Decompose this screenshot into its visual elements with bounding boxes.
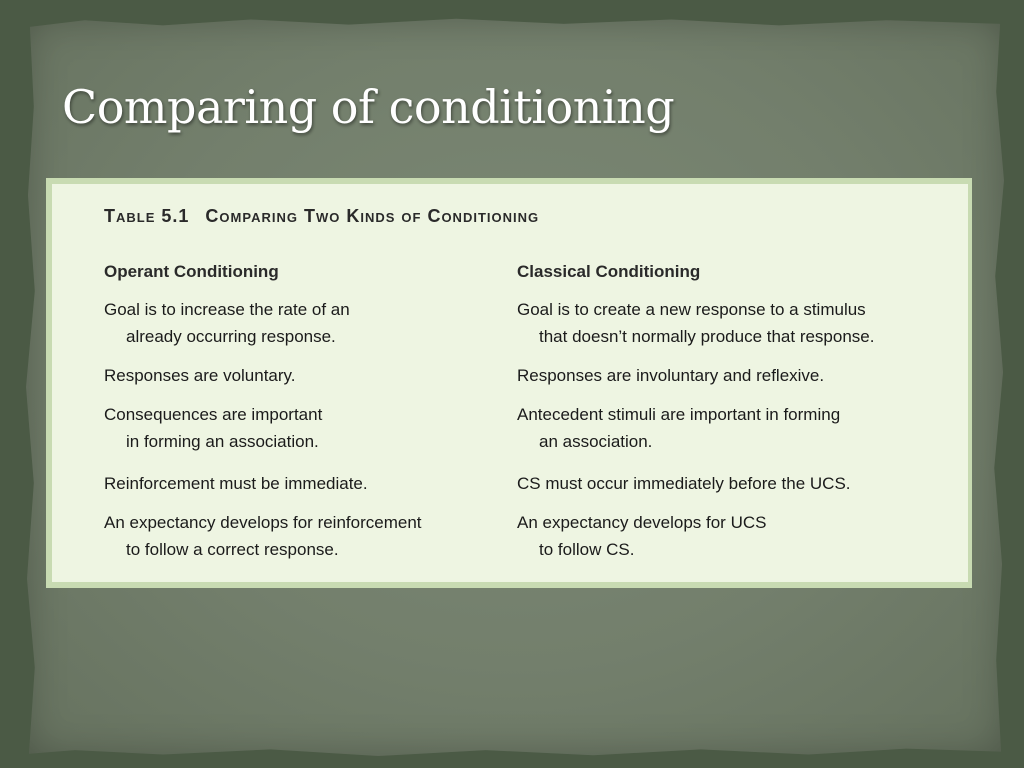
table-row (517, 296, 937, 362)
slide-title: Comparing of conditioning (62, 80, 675, 134)
comparison-table (46, 178, 972, 588)
table-row (104, 470, 504, 509)
table-row (104, 509, 504, 565)
row-line-continued: an association. (539, 432, 653, 451)
row-line-continued: that doesn’t normally produce that response. (539, 327, 875, 346)
row-line-continued: to follow CS. (539, 540, 635, 559)
table-body (52, 184, 968, 582)
table-row (517, 470, 937, 509)
row-line-continued: in forming an association. (126, 432, 319, 451)
table-row (104, 362, 504, 401)
row-line: Reinforcement must be immediate. (104, 474, 368, 493)
table-number: Table 5.1 (104, 206, 190, 226)
classical-column (517, 262, 937, 565)
row-line: Responses are involuntary and reflexive. (517, 366, 825, 385)
table-row (517, 401, 937, 470)
row-line: An expectancy develops for reinforcement (104, 513, 422, 532)
row-line-continued: already occurring response. (126, 327, 336, 346)
row-line: An expectancy develops for UCS (517, 513, 767, 532)
table-row (517, 362, 937, 401)
table-row (104, 296, 504, 362)
row-line: Responses are voluntary. (104, 366, 296, 385)
row-line: Antecedent stimuli are important in forming (517, 405, 841, 424)
table-title: Comparing Two Kinds of Conditioning (205, 206, 540, 226)
row-line: CS must occur immediately before the UCS. (517, 474, 851, 493)
column-heading-operant: Operant Conditioning (104, 262, 279, 281)
operant-column (104, 262, 504, 565)
table-caption (104, 206, 539, 227)
column-heading-classical: Classical Conditioning (517, 262, 701, 281)
row-line: Goal is to create a new response to a stimulus (517, 300, 866, 319)
table-row (517, 509, 937, 565)
row-line-continued: to follow a correct response. (126, 540, 339, 559)
table-row (104, 401, 504, 470)
row-line: Goal is to increase the rate of an (104, 300, 350, 319)
row-line: Consequences are important (104, 405, 323, 424)
